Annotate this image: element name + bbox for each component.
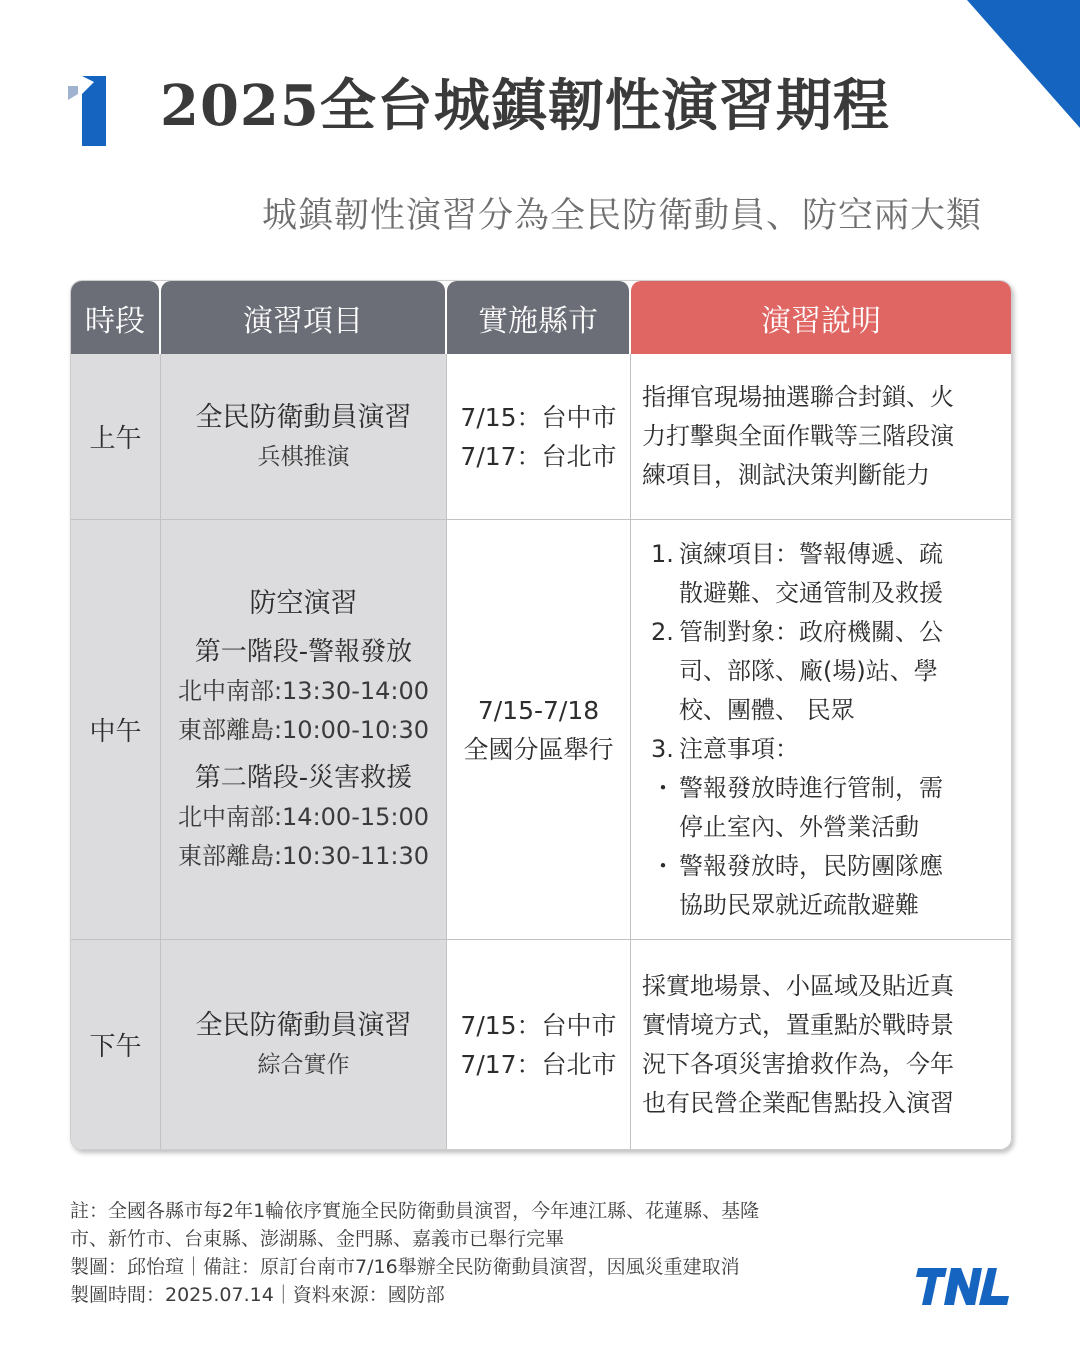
desc-list-item [631,613,943,652]
desc-list-item [631,730,799,769]
row-noon-desc [631,520,1011,940]
list-marker: 2. [651,617,674,646]
stage1-time-line: 北中南部:13:30-14:00 [177,676,430,705]
item-subtitle: 綜合實作 [257,1051,350,1078]
stage1-title: 第一階段-警報發放 [194,636,413,667]
col-header-city: 實施縣市 [447,281,629,354]
col-header-period: 時段 [71,281,159,354]
item-title: 全民防衛動員演習 [195,1009,412,1041]
desc-line: 校、團體、 民眾 [679,695,855,724]
desc-line: 也有民營企業配售點投入演習 [642,1088,954,1117]
desc-list-item [631,769,943,808]
period-label: 下午 [89,1032,142,1062]
desc-list-item-cont [631,886,919,925]
list-marker: 1. [651,539,674,568]
period-label: 上午 [89,424,142,454]
footer-notes [70,1197,870,1309]
row-noon-item [161,520,447,940]
desc-list-item-cont [631,574,943,613]
desc-list-item-cont [631,652,938,691]
col-header-item: 演習項目 [161,281,445,354]
city-line: 7/15：台中市 [460,402,617,432]
city-line: 7/15-7/18 [477,695,600,725]
desc-list-item-cont [631,808,919,847]
note-line: 市、新竹市、台東縣、澎湖縣、金門縣、嘉義市已舉行完畢 [70,1228,565,1250]
item-title: 防空演習 [249,587,358,619]
desc-line: 警報發放時，民防團隊應 [679,851,943,880]
period-label: 中午 [89,717,142,747]
stage2-time-line: 北中南部:14:00-15:00 [177,802,430,831]
city-line: 7/17：台北市 [460,441,617,471]
bullet-marker: ・ [651,851,675,880]
desc-list-item-cont [631,691,855,730]
city-line: 7/15：台中市 [460,1010,617,1040]
col-header-desc: 演習說明 [631,281,1011,354]
desc-line: 練項目，測試決策判斷能力 [642,461,930,489]
row-afternoon-item [161,940,447,1149]
note-line: 註：全國各縣市每2年1輪依序實施全民防衛動員演習，今年連江縣、花蓮縣、基隆 [70,1200,760,1222]
row-noon-city [447,520,631,940]
title-accent-icon [66,74,108,148]
page-title: 2025全台城鎮韌性演習期程 [160,73,890,139]
bullet-marker: ・ [651,773,675,802]
desc-line: 司、部隊、廠(場)站、學 [679,656,938,685]
row-morning-city [447,354,631,520]
tnl-logo-icon [915,1264,1011,1308]
page-subtitle: 城鎮韌性演習分為全民防衛動員、防空兩大類 [261,196,982,236]
row-morning-desc [631,354,1011,520]
desc-line: 實情境方式，置重點於戰時景 [642,1010,954,1039]
schedule-table [70,280,1012,1150]
desc-list-item [631,535,943,574]
desc-list-item [631,847,943,886]
desc-line: 演練項目：警報傳遞、疏 [679,539,943,568]
desc-line: 力打擊與全面作戰等三階段演 [642,422,954,450]
row-morning-item [161,354,447,520]
stage2-title: 第二階段-災害救援 [194,762,413,793]
desc-line: 指揮官現場抽選聯合封鎖、火 [642,383,954,411]
row-morning-period [71,354,161,520]
city-line: 7/17：台北市 [460,1049,617,1079]
desc-line: 況下各項災害搶救作為，今年 [642,1049,954,1078]
row-afternoon-city [447,940,631,1149]
desc-line: 管制對象：政府機關、公 [679,617,943,646]
item-title: 全民防衛動員演習 [195,401,412,433]
row-afternoon-desc [631,940,1011,1149]
desc-line: 協助民眾就近疏散避難 [679,890,919,919]
desc-line: 採實地場景、小區域及貼近真 [642,971,954,1000]
row-afternoon-period [71,940,161,1149]
desc-line: 警報發放時進行管制，需 [679,773,943,802]
date-source-line: 製圖時間：2025.07.14｜資料來源：國防部 [70,1284,445,1306]
corner-decoration [967,0,1080,128]
city-line: 全國分區舉行 [463,734,614,764]
list-marker: 3. [651,734,674,763]
stage2-time-line: 東部離島:10:30-11:30 [177,841,430,870]
item-subtitle: 兵棋推演 [257,443,350,470]
desc-line: 停止室內、外營業活動 [679,812,919,841]
row-noon-period [71,520,161,940]
stage1-time-line: 東部離島:10:00-10:30 [177,715,430,744]
credit-line: 製圖：邱怡瑄｜備註：原訂台南市7/16舉辦全民防衛動員演習，因風災重建取消 [70,1256,740,1278]
desc-line: 注意事項： [679,734,799,763]
desc-line: 散避難、交通管制及救援 [679,578,943,607]
